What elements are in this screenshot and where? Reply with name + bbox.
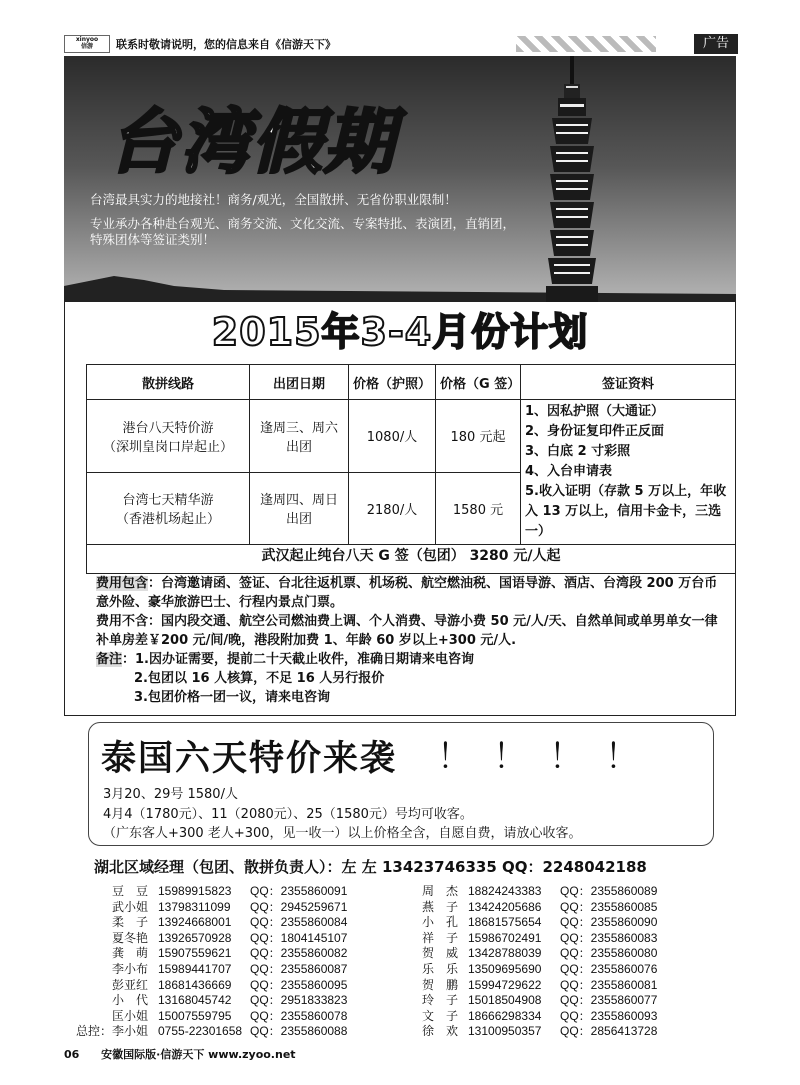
passport-price-cell: 1080/人 [349, 400, 436, 473]
staff-qq: QQ：2355860093 [560, 1008, 658, 1023]
staff-qq: QQ：2355860082 [250, 946, 348, 961]
staff-qq: QQ：2355860085 [560, 899, 658, 914]
staff-phone: 15986702491 [468, 930, 542, 945]
staff-name: 武小姐 [111, 899, 148, 914]
staff-name: 总控：李小姐 [76, 1024, 149, 1039]
thailand-april-dates: 4月4（1780元）、11（2080元）、25（1580元）号均可收客。 [103, 807, 473, 822]
route-cell [87, 400, 250, 473]
staff-phone: 13424205686 [468, 899, 542, 914]
staff-row [76, 1024, 380, 1040]
staff-phone: 13100950357 [468, 1024, 542, 1039]
staff-qq: QQ：2355860076 [560, 961, 658, 976]
thailand-exclaim: ！！！！ [437, 737, 661, 777]
staff-row [90, 993, 380, 1009]
thailand-promo-box [88, 722, 714, 846]
staff-qq: QQ：2355860078 [250, 1008, 348, 1023]
staff-row [400, 978, 690, 994]
hero-banner [64, 56, 736, 302]
staff-phone: 15018504908 [468, 993, 542, 1008]
staff-phone: 13798311099 [158, 899, 231, 914]
staff-name: 小 代 [111, 993, 148, 1008]
hero-description-1: 专业承办各种赴台观光、商务交流、文化交流、专案特批、表演团，直销团， [90, 216, 516, 231]
date-cell [250, 400, 349, 473]
col-header-gvisa-price: 价格（G 签） [436, 365, 521, 400]
gvisa-price-cell: 1580 元 [436, 472, 521, 545]
departure-label: 出团 [285, 439, 312, 455]
departure-days: 逢周四、周日 [259, 493, 338, 509]
staff-name: 贺 鹏 [421, 977, 458, 992]
staff-row [400, 1024, 690, 1040]
tour-price-table [86, 364, 736, 545]
staff-row [90, 1009, 380, 1025]
staff-name: 夏冬艳 [111, 930, 148, 945]
staff-name: 小 孔 [421, 915, 458, 930]
visa-item: 2、身份证复印件正反面 [525, 424, 665, 439]
staff-phone: 13168045742 [158, 993, 232, 1008]
thailand-price-note: （广东客人+300 老人+300，见一收一）以上价格全含，自愿自费，请放心收客。 [103, 826, 582, 841]
staff-row [400, 900, 690, 916]
staff-name: 徐 欢 [421, 1024, 458, 1039]
staff-row [90, 900, 380, 916]
staff-phone: 13924668001 [158, 915, 232, 930]
gvisa-price-cell: 180 元起 [436, 400, 521, 473]
fee-includes [96, 574, 728, 612]
staff-phone: 0755-22301658 [158, 1024, 243, 1039]
thailand-march-dates: 3月20、29号 1580/人 [103, 787, 238, 802]
staff-qq: QQ：2355860090 [560, 915, 658, 930]
hero-description-2: 特殊团体等签证类别！ [90, 232, 216, 247]
staff-name: 豆 豆 [111, 884, 148, 898]
staff-row [400, 1009, 690, 1025]
staff-row [90, 962, 380, 978]
staff-phone: 15907559621 [158, 946, 232, 961]
staff-qq: QQ：2355860095 [250, 977, 348, 992]
remark-3: 3.包团价格一团一议，请来电咨询 [134, 690, 330, 705]
staff-name: 乐 乐 [421, 961, 458, 976]
staff-row [400, 931, 690, 947]
staff-row [90, 946, 380, 962]
staff-qq: QQ：2945259671 [250, 899, 348, 914]
staff-qq: QQ：2355860081 [560, 977, 658, 992]
remark-2: 2.包团以 16 人核算，不足 16 人另行报价 [134, 671, 385, 686]
staff-row [90, 915, 380, 931]
staff-qq: QQ：2856413728 [560, 1024, 658, 1039]
plan-title: 2015年3-4月份计划 [211, 310, 589, 354]
staff-name: 龚 萌 [111, 946, 148, 961]
staff-row [90, 978, 380, 994]
departure-label: 出团 [285, 512, 312, 528]
staff-name: 祥 子 [421, 930, 458, 945]
visa-item: 3、白底 2 寸彩照 [525, 444, 631, 459]
visa-item: 5.收入证明（存款 5 万以上，年收入 13 万以上，信用卡金卡，三选一） [525, 484, 727, 539]
include-text: ：台湾邀请函、签证、台北往返机票、机场税、航空燃油税、国语导游、酒店、台湾段 200 万台币意外险、豪华旅游巴士、行程内景点门票。 [96, 576, 718, 610]
col-header-visa-docs: 签证资料 [521, 365, 736, 400]
remark-text: ：1.因办证需要，提前二十天截止收件，准确日期请来电咨询 [122, 652, 474, 667]
staff-phone: 18681436669 [158, 977, 232, 992]
visa-item: 1、因私护照（大通证） [525, 404, 665, 419]
staff-phone: 18666298334 [468, 1008, 542, 1023]
staff-name: 燕 子 [421, 899, 458, 914]
staff-name: 李小布 [111, 961, 148, 976]
route-endpoints: （深圳皇岗口岸起止） [102, 439, 233, 455]
col-header-passport-price: 价格（护照） [349, 365, 436, 400]
staff-phone: 15989441707 [158, 961, 232, 976]
route-cell [87, 472, 250, 545]
staff-qq: QQ：2355860084 [250, 915, 348, 930]
date-cell [250, 472, 349, 545]
staff-phone: 15994729622 [468, 977, 542, 992]
col-header-route: 散拼线路 [87, 365, 250, 400]
staff-row [400, 962, 690, 978]
staff-name: 周 杰 [421, 884, 458, 898]
staff-name: 彭亚红 [111, 977, 148, 992]
route-name: 港台八天特价游 [122, 420, 214, 436]
staff-name: 匡小姐 [111, 1008, 148, 1023]
footer-publication: 安徽国际版·信游天下 www.zyoo.net [101, 1048, 296, 1061]
hero-title: 台湾假期 [108, 101, 396, 183]
page-footer [64, 1046, 296, 1062]
staff-list-right [400, 884, 690, 1040]
remark-label: 备注 [96, 652, 123, 667]
staff-phone: 15007559795 [158, 1008, 232, 1023]
staff-row [400, 884, 690, 900]
brand-logo: xinyoo 信游 [64, 35, 110, 53]
staff-qq: QQ：2355860083 [560, 930, 658, 945]
mountain-silhouette [64, 272, 736, 302]
staff-name: 柔 子 [111, 915, 148, 930]
staff-name: 贺 威 [421, 946, 458, 961]
regional-manager-contact: 湖北区域经理（包团、散拼负责人）：左 左 13423746335 QQ：2248042188 [94, 858, 647, 876]
table-row [87, 400, 736, 473]
staff-name: 文 子 [421, 1008, 458, 1023]
staff-phone: 13509695690 [468, 961, 542, 976]
staff-row [90, 931, 380, 947]
page-number: 06 [64, 1048, 80, 1061]
top-notice-bar [64, 34, 736, 54]
staff-qq: QQ：1804145107 [250, 930, 348, 945]
staff-qq: QQ：2355860087 [250, 961, 348, 976]
top-notice: 联系时敬请说明，您的信息来自《信游天下》 [116, 38, 336, 51]
departure-days: 逢周三、周六 [259, 420, 338, 436]
fee-excludes: 费用不含：国内段交通、航空公司燃油费上调、个人消费、导游小费 50 元/人/天、自然单间或单男单女一律补单房差￥200 元/间/晚，港段附加费 1、年龄 60 岁以上+300 元/人. [96, 614, 718, 648]
staff-name: 玲 子 [421, 993, 458, 1008]
staff-qq: QQ：2355860080 [560, 946, 658, 961]
table-header-row [87, 365, 736, 400]
visa-docs-cell [521, 400, 736, 545]
include-label: 费用包含 [96, 576, 149, 591]
route-endpoints: （香港机场起止） [115, 512, 220, 528]
decorative-stripes [516, 36, 656, 52]
staff-phone: 15989915823 [158, 884, 232, 898]
staff-row [90, 884, 380, 900]
hero-tagline: 台湾最具实力的地接社！商务/观光，全国散拼、无省份职业限制！ [90, 192, 457, 207]
route-name: 台湾七天精华游 [122, 493, 214, 509]
staff-phone: 13926570928 [158, 930, 232, 945]
staff-row [400, 946, 690, 962]
staff-qq: QQ：2355860089 [560, 884, 658, 898]
thailand-title: 泰国六天特价来袭 [101, 739, 398, 779]
staff-row [400, 915, 690, 931]
col-header-date: 出团日期 [250, 365, 349, 400]
staff-phone: 18824243383 [468, 884, 542, 898]
visa-item: 4、入台申请表 [525, 464, 613, 479]
staff-phone: 13428788039 [468, 946, 542, 961]
fee-notes [96, 574, 728, 707]
passport-price-cell: 2180/人 [349, 472, 436, 545]
staff-qq: QQ：2951833823 [250, 993, 348, 1008]
staff-qq: QQ：2355860088 [250, 1024, 348, 1039]
wuhan-package-row: 武汉起止纯台八天 G 签（包团） 3280 元/人起 [86, 538, 736, 574]
staff-qq: QQ：2355860077 [560, 993, 658, 1008]
staff-qq: QQ：2355860091 [250, 884, 348, 898]
staff-phone: 18681575654 [468, 915, 542, 930]
taipei-101-tower-image [542, 56, 602, 302]
ad-tag: 广告 [694, 34, 738, 54]
staff-row [400, 993, 690, 1009]
remark-1 [96, 650, 728, 669]
staff-list-left [76, 884, 380, 1040]
